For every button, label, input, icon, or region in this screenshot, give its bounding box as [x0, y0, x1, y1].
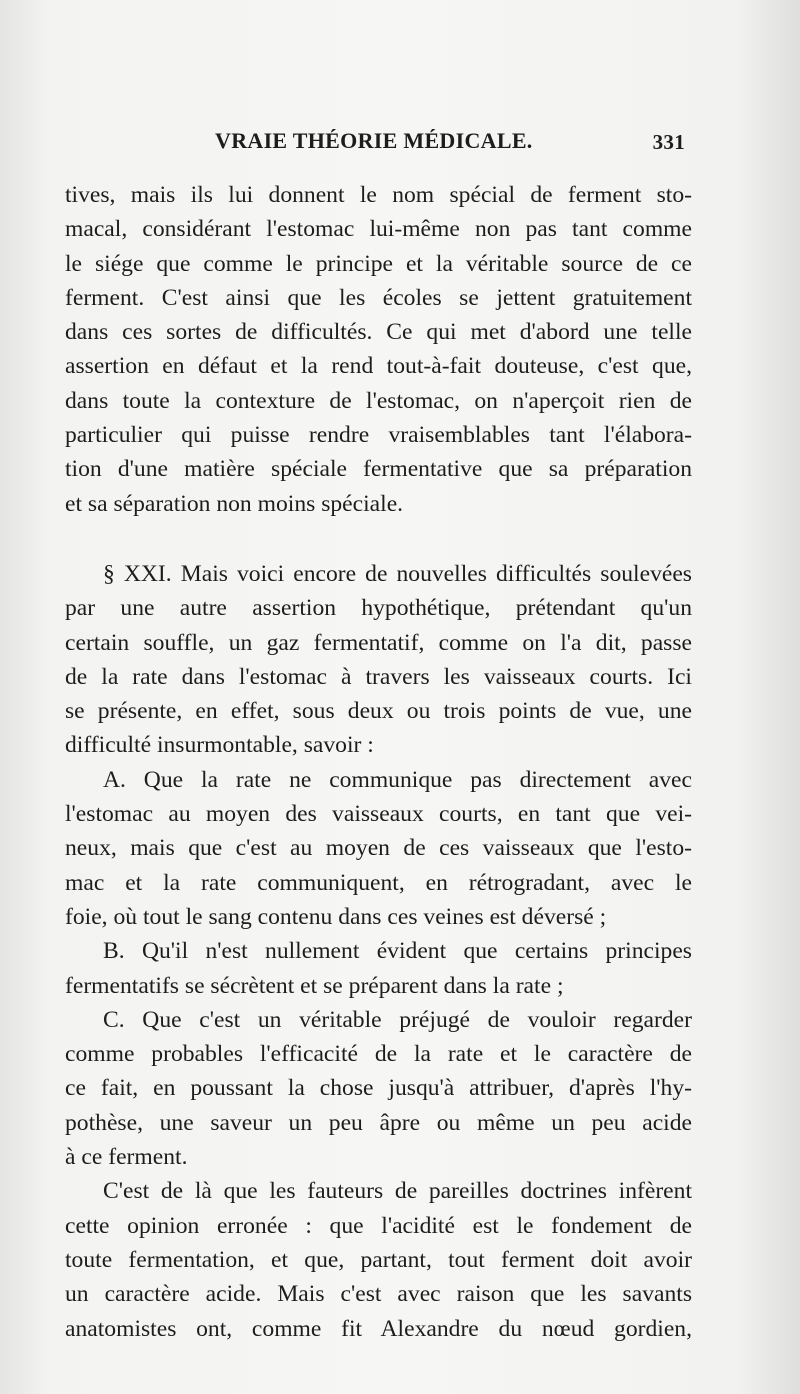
- text-line: de la rate dans l'estomac à travers les vaisseaux courts. Ici: [65, 663, 692, 690]
- section-heading-line: § XXI. Mais voici encore de nouvelles difficultés soulevées: [103, 560, 692, 587]
- text-line: anatomistes ont, comme fit Alexandre du nœud gordien,: [65, 1315, 692, 1342]
- text-line: ferment. C'est ainsi que les écoles se jettent gratuitement: [65, 284, 692, 311]
- text-line: neux, mais que c'est au moyen de ces vaisseaux que l'esto-: [65, 835, 692, 862]
- text-line: toute fermentation, et que, partant, tout ferment doit avoir: [65, 1246, 692, 1273]
- body-text: [65, 178, 692, 1346]
- text-line: comme probables l'efficacité de la rate et le caractère de: [65, 1041, 692, 1068]
- text-line: par une autre assertion hypothétique, prétendant qu'un: [65, 595, 692, 622]
- paragraph-gap: [65, 521, 692, 557]
- text-line: et sa séparation non moins spéciale.: [65, 490, 404, 517]
- text-line: macal, considérant l'estomac lui-même non pas tant comme: [65, 216, 692, 243]
- text-line: l'estomac au moyen des vaisseaux courts, en tant que vei-: [65, 801, 692, 828]
- text-line: mac et la rate communiquent, en rétrogradant, avec le: [65, 869, 692, 896]
- text-line: particulier qui puisse rendre vraisemblables tant l'élabora-: [65, 422, 692, 449]
- text-line: un caractère acide. Mais c'est avec raison que les savants: [65, 1281, 692, 1308]
- text-line: certain souffle, un gaz fermentatif, comme on l'a dit, passe: [65, 629, 692, 656]
- text-line: pothèse, une saveur un peu âpre ou même un peu acide: [65, 1109, 692, 1136]
- page-number: 331: [652, 130, 685, 154]
- list-item-b: B. Qu'il n'est nullement évident que certains principes: [103, 938, 692, 965]
- list-item-c: C. Que c'est un véritable préjugé de vouloir regarder: [103, 1006, 692, 1033]
- text-line: fermentatifs se sécrètent et se préparent dans la rate ;: [65, 972, 564, 999]
- text-line: foie, où tout le sang contenu dans ces veines est déversé ;: [65, 903, 607, 930]
- text-line: C'est de là que les fauteurs de pareilles doctrines infèrent: [103, 1178, 692, 1205]
- text-line: assertion en défaut et la rend tout-à-fait douteuse, c'est que,: [65, 353, 692, 380]
- text-line: dans ces sortes de difficultés. Ce qui met d'abord une telle: [65, 319, 692, 346]
- text-line: se présente, en effet, sous deux ou trois points de vue, une: [65, 698, 692, 725]
- list-item-a: A. Que la rate ne communique pas directement avec: [103, 766, 692, 793]
- text-line: cette opinion erronée : que l'acidité est le fondement de: [65, 1212, 692, 1239]
- text-line: ce fait, en poussant la chose jusqu'à attribuer, d'après l'hy-: [65, 1075, 692, 1102]
- text-line: le siége que comme le principe et la véritable source de ce: [65, 250, 692, 277]
- text-line: à ce ferment.: [65, 1144, 188, 1171]
- text-line: tives, mais ils lui donnent le nom spécial de ferment sto-: [65, 182, 692, 208]
- text-line: tion d'une matière spéciale fermentative que sa préparation: [65, 456, 692, 483]
- running-title: VRAIE THÉORIE MÉDICALE.: [215, 128, 533, 153]
- text-line: dans toute la contexture de l'estomac, on n'aperçoit rien de: [65, 387, 692, 414]
- text-line: difficulté insurmontable, savoir :: [65, 732, 374, 759]
